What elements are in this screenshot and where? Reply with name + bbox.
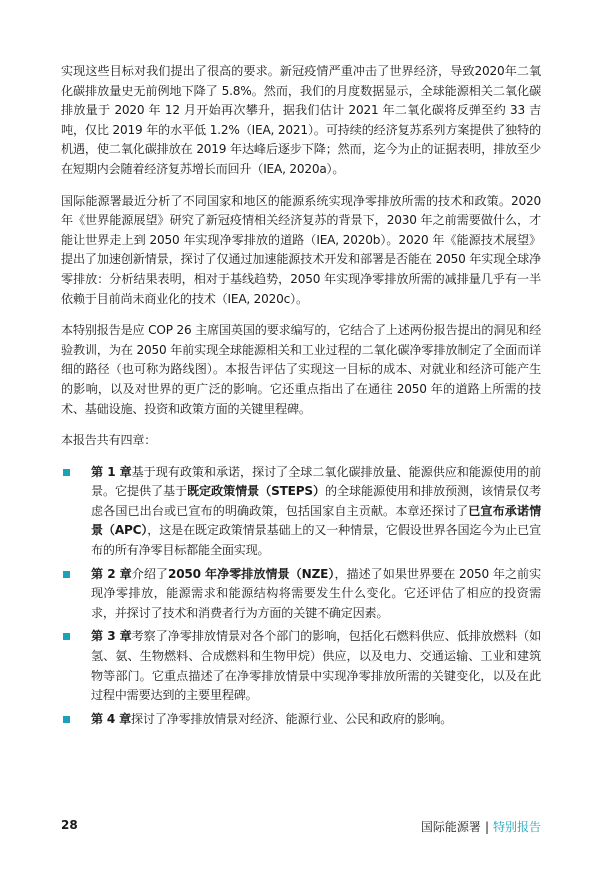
footer-source — [421, 818, 541, 835]
chapter-text: 介绍了 — [131, 566, 168, 581]
square-bullet-icon — [63, 716, 70, 723]
chapter-label: 第 2 章 — [91, 566, 132, 581]
chapter-item-4 — [61, 710, 541, 730]
scenario-name: 已宣布承诺情景（APC） — [91, 503, 541, 538]
organization-name: 国际能源署 — [420, 820, 481, 834]
paragraph-4: 本报告共有四章： — [61, 433, 157, 448]
report-type: 特别报告 — [492, 820, 541, 834]
scenario-name: 2050 年净零排放情景（NZE） — [168, 566, 335, 581]
chapter-item-3 — [61, 627, 541, 705]
chapter-text: 探讨了净零排放情景对经济、能源行业、公民和政府的影响。 — [131, 711, 453, 726]
chapter-text: ，描述了如果世界要在 2050 年之前实现净零排放，能源需求和能源结构将需要发生什么变化。它还评估了相应的投资需求，并探讨了技术和消费者行为方面的关键不确定因素。 — [91, 566, 541, 620]
chapter-item-2 — [61, 565, 541, 624]
square-bullet-icon — [63, 469, 70, 476]
chapter-list — [61, 463, 541, 730]
paragraph-2: 国际能源署最近分析了不同国家和地区的能源系统实现净零排放所需的技术和政策。2020 年《世界能源展望》研究了新冠疫情相关经济复苏的背景下，2030 年之前需要做什么，才能让世界走上到 2050 年实现净零排放的道路（IEA, 2020b）。2020 年《能源技术展望》提出了加速创新情景，探讨了仅通过加速能源技术开发和部署是否能在 2050 年实现全球净零排放：分析结果表明，相对于基线趋势，2050 年实现净零排放所需的减排量几乎有一半依赖于目前尚未商业化的技术（IEA, 2020c）。 — [61, 193, 541, 306]
page-body — [61, 62, 541, 733]
chapter-text: 基于现有政策和承诺，探讨了全球二氧化碳排放量、能源供应和能源使用的前景。它提供了基于 — [91, 464, 542, 499]
chapter-label: 第 3 章 — [91, 629, 132, 644]
chapter-label: 第 4 章 — [91, 711, 132, 726]
scenario-name: 既定政策情景（STEPS） — [187, 484, 325, 499]
chapter-label: 第 1 章 — [91, 464, 132, 479]
chapter-text: 考察了净零排放情景对各个部门的影响，包括化石燃料供应、低排放燃料（如氢、氨、生物燃料、合成燃料和生物甲烷）供应，以及电力、交通运输、工业和建筑物等部门。它重点描述了在净零排放情景中实现净零排放所需的关键变化，以及在此过程中需要达到的主要里程碑。 — [91, 629, 542, 703]
square-bullet-icon — [63, 571, 70, 578]
chapter-text: 的全球能源使用和排放预测，该情景仅考虑各国已出台或已宣布的明确政策，包括国家自主贡献。本章还探讨了 — [91, 484, 541, 518]
chapter-item-1 — [61, 463, 541, 561]
square-bullet-icon — [63, 633, 70, 640]
paragraph-1: 实现这些目标对我们提出了很高的要求。新冠疫情严重冲击了世界经济，导致2020年二氧化碳排放量史无前例地下降了 5.8%。然而，我们的月度数据显示，全球能源相关二氧化碳排放量于 2020 年 12 月开始再次攀升，据我们估计 2021 年二氧化碳将反弹至约 33 吉吨，仅比 2019 年的水平低 1.2%（IEA, 2021）。可持续的经济复苏系列方案提供了独特的机遇，使二氧化碳排放在 2019 年达峰后逐步下降；然而，迄今为止的证据表明，排放至少在短期内会随着经济复苏增长而回升（IEA, 2020a）。 — [61, 64, 541, 176]
page-footer — [61, 818, 541, 838]
paragraph-3: 本特别报告是应 COP 26 主席国英国的要求编写的，它结合了上述两份报告提出的洞见和经验教训，为在 2050 年前实现全球能源相关和工业过程的二氧化碳净零排放制定了全面而详细的路径（也可称为路线图）。本报告评估了实现这一目标的成本、对就业和经济可能产生的影响，以及对世界的更广泛的影响。它还重点指出了在通往 2050 年的道路上所需的技术、基础设施、投资和政策方面的关键里程碑。 — [61, 323, 541, 416]
chapter-text: ，这是在既定政策情景基础上的又一种情景，它假设世界各国迄今为止已宣布的所有净零目标都能全面实现。 — [91, 523, 541, 558]
footer-separator: | — [484, 820, 489, 834]
page-number: 28 — [61, 818, 78, 832]
